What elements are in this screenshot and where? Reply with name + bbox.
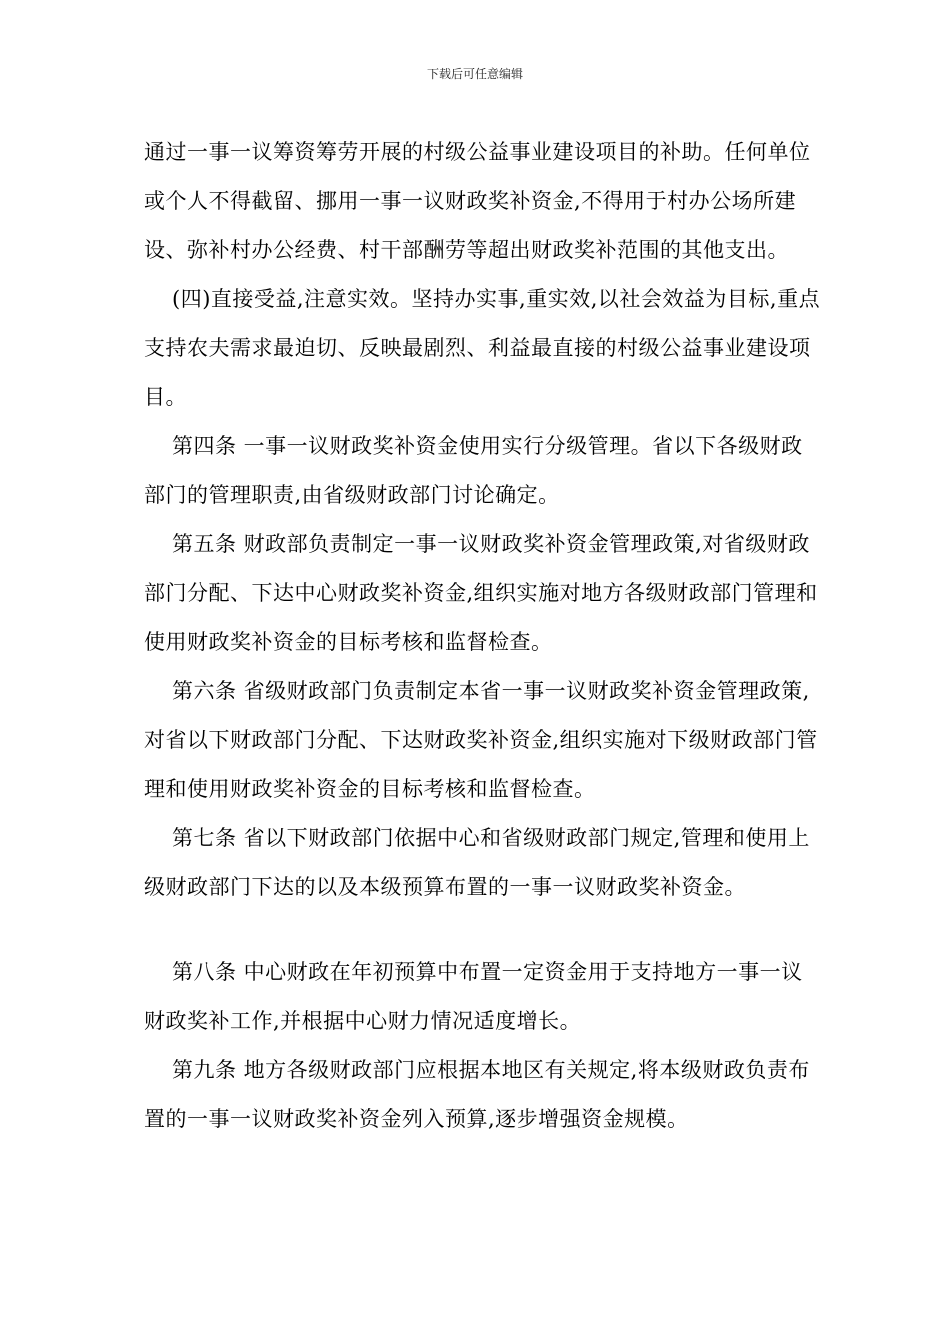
document-body [144,128,824,1144]
paragraph-gap [144,912,824,948]
paragraph-article-6: 第六条 省级财政部门负责制定本省一事一议财政奖补资金管理政策,对省以下财政部门分配、下达财政奖补资金,组织实施对下级财政部门管理和使用财政奖补资金的目标考核和监督检查。 [144,679,818,801]
paragraph-article-5: 第五条 财政部负责制定一事一议财政奖补资金管理政策,对省级财政部门分配、下达中心财政奖补资金,组织实施对地方各级财政部门管理和使用财政奖补资金的目标考核和监督检查。 [144,532,818,654]
paragraph-article-4: 第四条 一事一议财政奖补资金使用实行分级管理。省以下各级财政部门的管理职责,由省级财政部门讨论确定。 [144,434,803,507]
paragraph-article-8: 第八条 中心财政在年初预算中布置一定资金用于支持地方一事一议财政奖补工作,并根据中心财力情况适度增长。 [144,960,803,1033]
paragraph-article-7: 第七条 省以下财政部门依据中心和省级财政部门规定,管理和使用上级财政部门下达的以及本级预算布置的一事一议财政奖补资金。 [144,826,810,899]
paragraph-item-four: (四)直接受益,注意实效。坚持办实事,重实效,以社会效益为目标,重点支持农夫需求最迫切、反映最剧烈、利益最直接的村级公益事业建设项目。 [144,287,821,409]
page-header: 下载后可任意编辑 [426,67,523,81]
paragraph-article-9: 第九条 地方各级财政部门应根据本地区有关规定,将本级财政负责布置的一事一议财政奖补资金列入预算,逐步增强资金规模。 [144,1058,810,1131]
paragraph-continuation: 通过一事一议筹资筹劳开展的村级公益事业建设项目的补助。任何单位或个人不得截留、挪用一事一议财政奖补资金,不得用于村办公场所建设、弥补村办公经费、村干部酬劳等超出财政奖补范围的其他支出。 [144,140,811,262]
